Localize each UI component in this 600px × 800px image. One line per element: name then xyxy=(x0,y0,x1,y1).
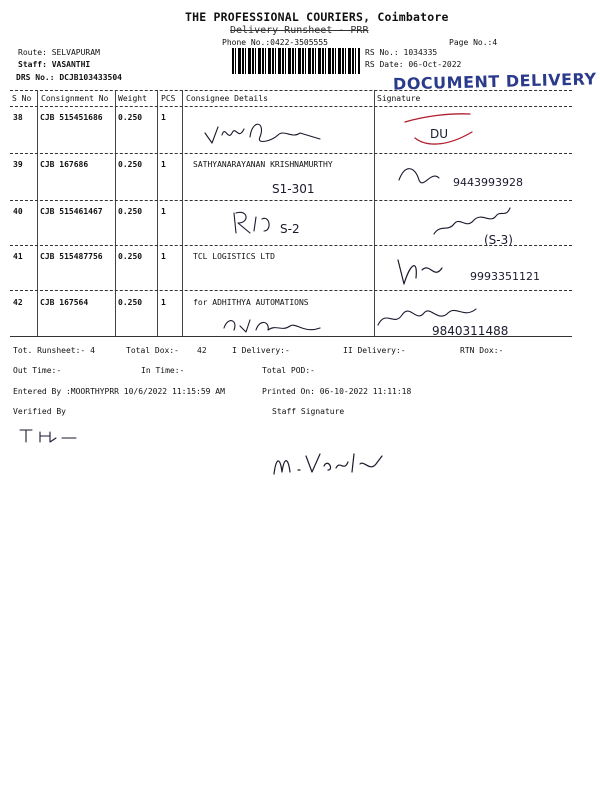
total-pod: Total POD:- xyxy=(262,366,315,375)
signature-39 xyxy=(395,160,575,195)
col-consignee: Consignee Details xyxy=(186,94,268,103)
vline-2 xyxy=(115,90,116,336)
in-time: In Time:- xyxy=(141,366,185,375)
printed-on: Printed On: 06-10-2022 11:11:18 xyxy=(262,387,412,396)
row-pcs: 1 xyxy=(161,113,166,122)
consignee-handwriting-39 xyxy=(270,178,340,198)
verified-by: Verified By xyxy=(13,407,66,416)
row-consignee: TCL LOGISTICS LTD xyxy=(193,252,275,261)
barcode xyxy=(232,48,360,74)
row-consignment: CJB 515451686 xyxy=(40,113,103,122)
row-sno: 38 xyxy=(13,113,23,122)
hw-text: S1-301 xyxy=(272,182,315,196)
hw-phone: 9443993928 xyxy=(453,176,523,189)
row-sno: 39 xyxy=(13,160,23,169)
col-consignment: Consignment No xyxy=(41,94,109,103)
row-consignment: CJB 167564 xyxy=(40,298,89,307)
hw-phone: 9840311488 xyxy=(432,324,509,338)
runsheet-subtitle: Delivery Runsheet - PRR xyxy=(230,25,369,36)
row-pcs: 1 xyxy=(161,160,166,169)
row-sno: 42 xyxy=(13,298,23,307)
signature-42 xyxy=(372,295,572,340)
drs-number: DRS No.: DCJB103433504 xyxy=(16,73,122,82)
hw-initials-38: DU xyxy=(430,127,449,141)
row-pcs: 1 xyxy=(161,252,166,261)
vline-4 xyxy=(182,90,183,336)
tot-runsheet: Tot. Runsheet:- 4 xyxy=(13,346,95,355)
hw-phone: 9993351121 xyxy=(470,270,540,283)
rtn-dox: RTN Dox:- xyxy=(460,346,504,355)
row-sno: 40 xyxy=(13,207,23,216)
page-number: Page No.:4 xyxy=(449,38,498,47)
hw-text: S-2 xyxy=(280,222,300,236)
staff-label: Staff: VASANTHI xyxy=(18,60,91,69)
consignee-signature-38 xyxy=(200,115,330,150)
row-sno: 41 xyxy=(13,252,23,261)
route-label: Route: SELVAPURAM xyxy=(18,48,100,57)
col-sno: S No xyxy=(12,94,32,103)
i-delivery: I Delivery:- xyxy=(232,346,290,355)
out-time: Out Time:- xyxy=(13,366,62,375)
signature-41 xyxy=(390,250,580,295)
consignee-signature-42 xyxy=(220,312,340,337)
verifier-signature xyxy=(18,424,88,446)
rs-date: RS Date: 06-Oct-2022 xyxy=(365,60,462,69)
row-pcs: 1 xyxy=(161,298,166,307)
vline-3 xyxy=(157,90,158,336)
row-weight: 0.250 xyxy=(118,160,143,169)
entered-by: Entered By :MOORTHYPRR 10/6/2022 11:15:59 AM xyxy=(13,387,225,396)
consignee-handwriting-40 xyxy=(230,205,340,240)
row-weight: 0.250 xyxy=(118,298,143,307)
company-title: THE PROFESSIONAL COURIERS, Coimbatore xyxy=(185,10,449,24)
rs-number: RS No.: 1034335 xyxy=(365,48,438,57)
row-weight: 0.250 xyxy=(118,252,143,261)
row-consignment: CJB 167686 xyxy=(40,160,89,169)
staff-signature-label: Staff Signature xyxy=(272,407,345,416)
ii-delivery: II Delivery:- xyxy=(343,346,406,355)
signature-40 xyxy=(430,198,560,248)
row-consignment: CJB 515487756 xyxy=(40,252,103,261)
signature-38 xyxy=(400,108,480,153)
row-pcs: 1 xyxy=(161,207,166,216)
row-weight: 0.250 xyxy=(118,207,143,216)
vline-1 xyxy=(37,90,38,336)
col-weight: Weight xyxy=(118,94,147,103)
phone-number: Phone No.:0422-3505555 xyxy=(222,38,328,47)
table-header-rule xyxy=(10,106,572,107)
row-consignee: for ADHITHYA AUTOMATIONS xyxy=(193,298,309,307)
hw-floor: (S-3) xyxy=(484,233,513,247)
col-pcs: PCS xyxy=(161,94,176,103)
row-rule xyxy=(10,153,572,154)
table-top-rule xyxy=(10,90,572,91)
total-dox-label: Total Dox:- xyxy=(126,346,179,355)
row-consignment: CJB 515461467 xyxy=(40,207,103,216)
total-dox-value: 42 xyxy=(197,346,207,355)
col-signature: Signature xyxy=(377,94,421,103)
staff-signature xyxy=(270,448,390,478)
row-weight: 0.250 xyxy=(118,113,143,122)
row-consignee: SATHYANARAYANAN KRISHNAMURTHY xyxy=(193,160,333,169)
document-delivery-stamp: DOCUMENT DELIVERY xyxy=(392,69,597,94)
